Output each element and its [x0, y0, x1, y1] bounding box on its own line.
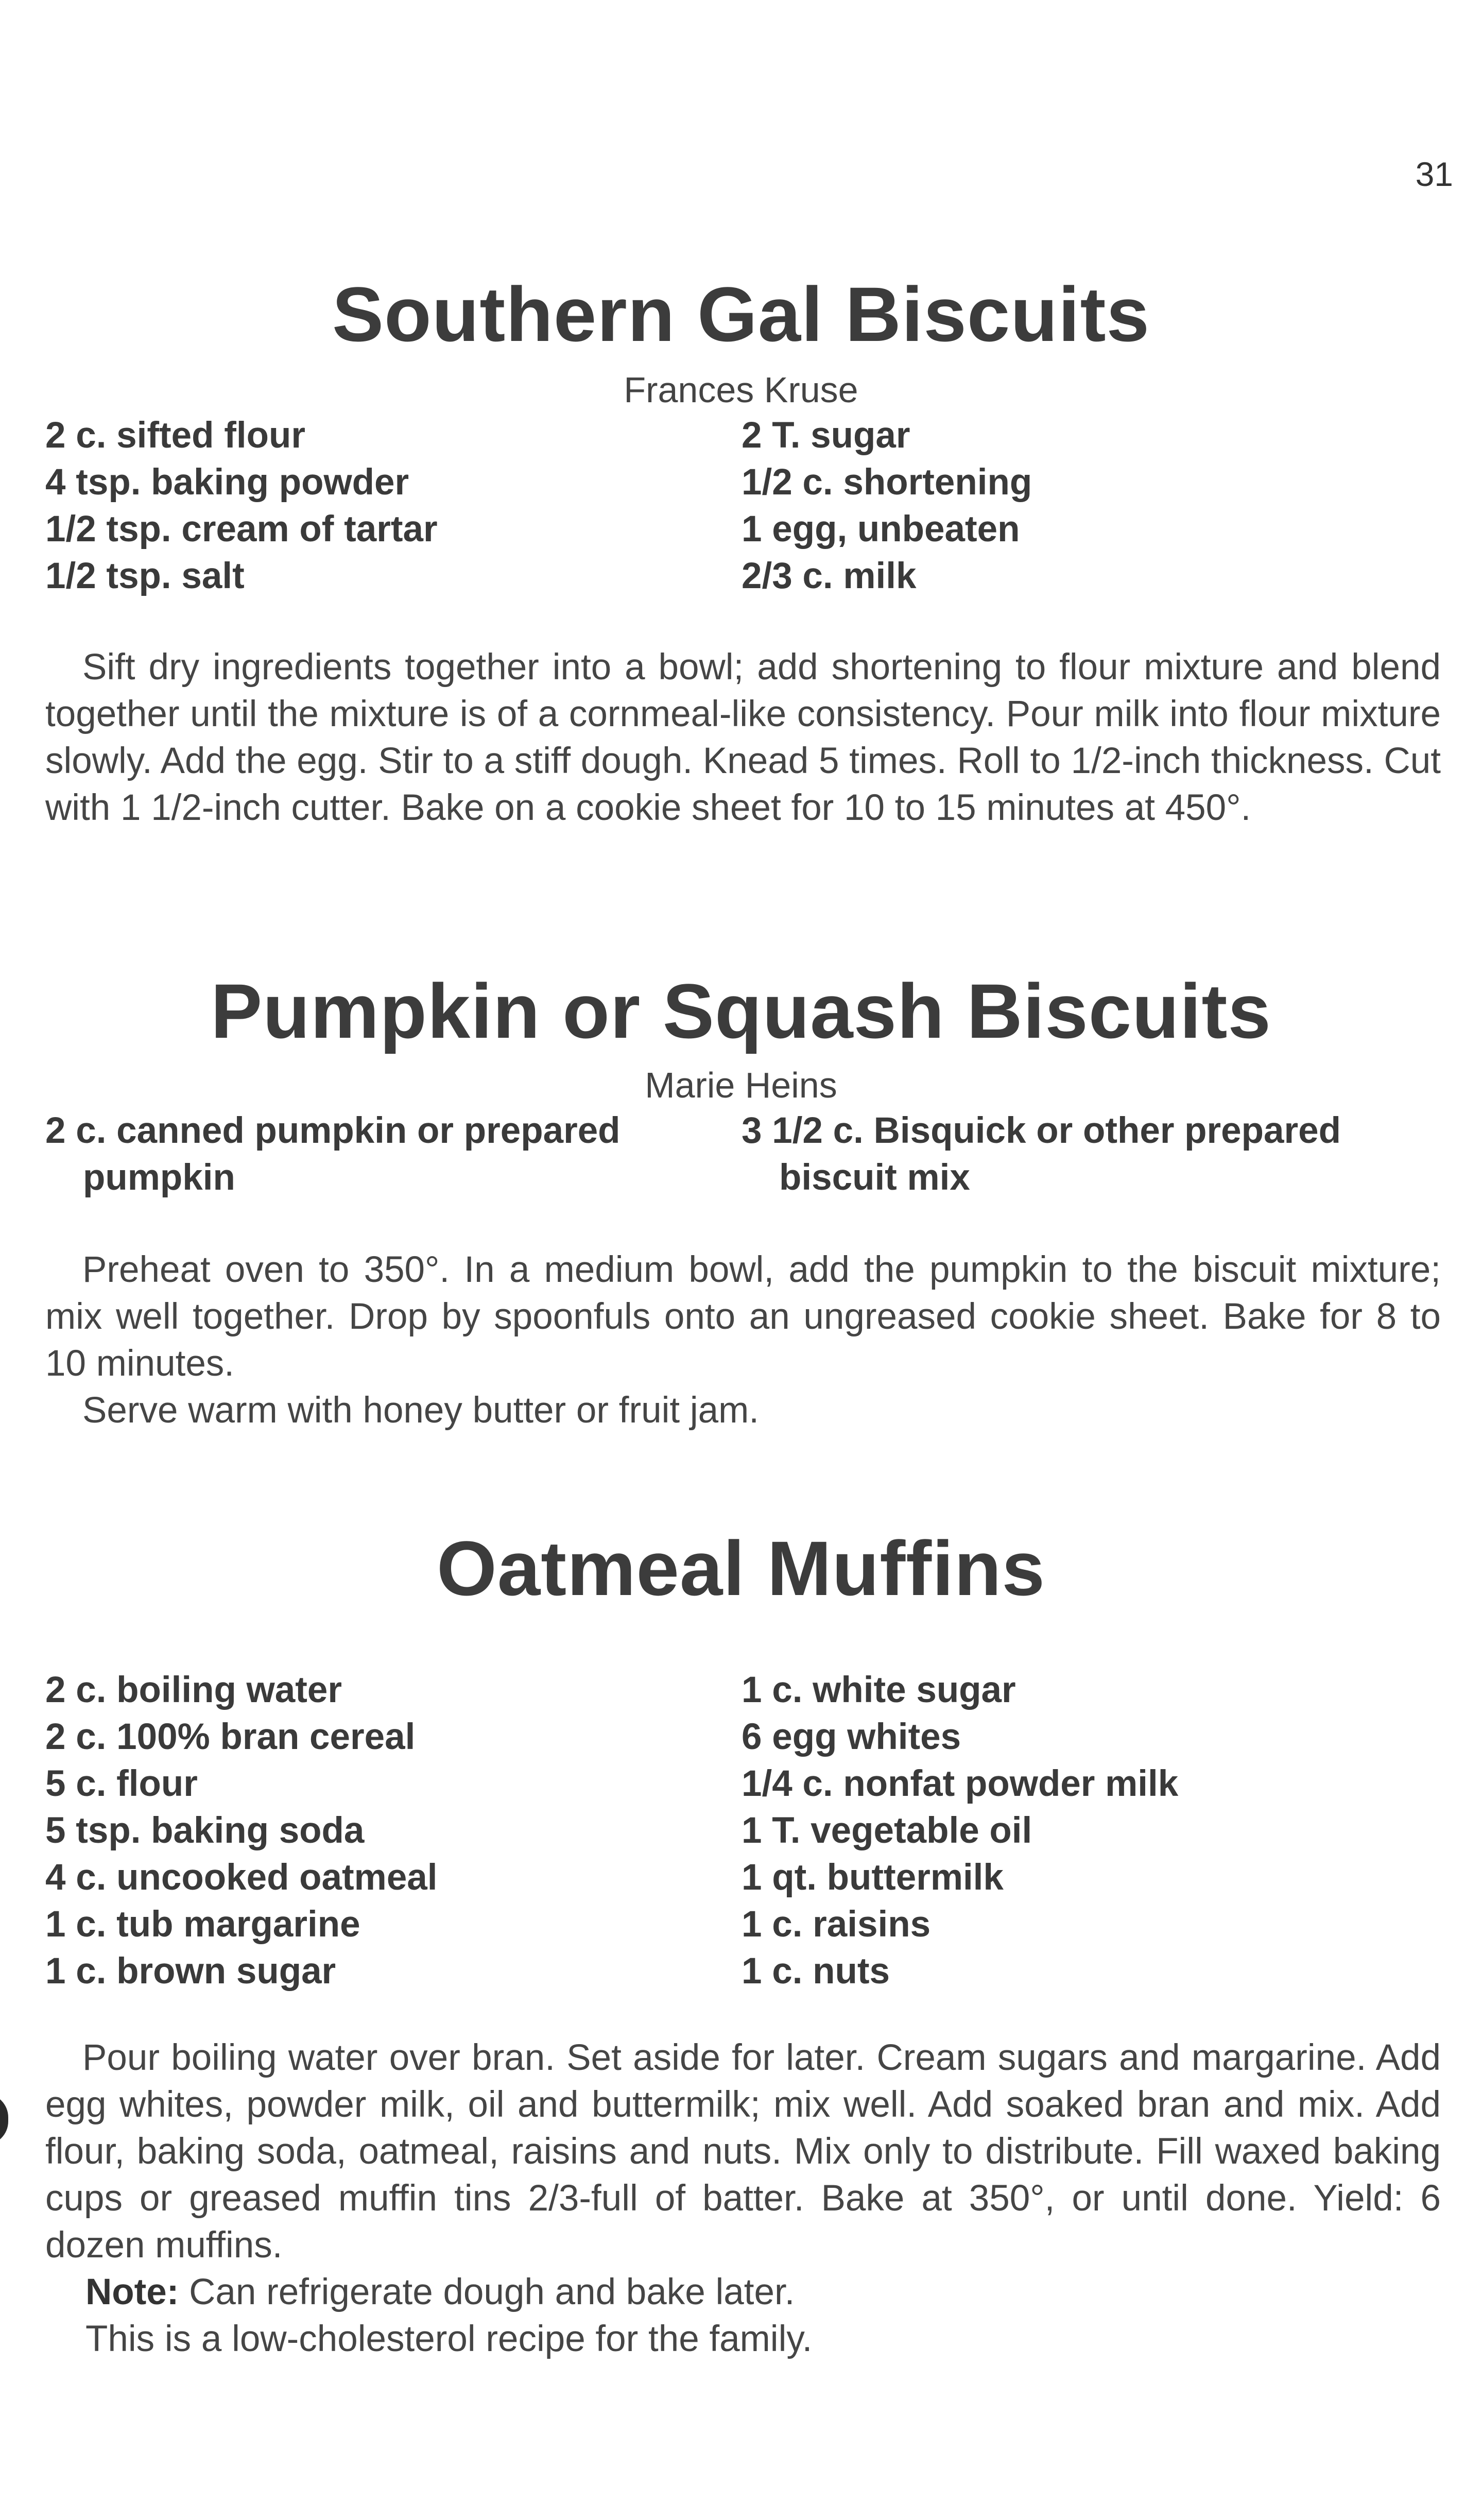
ingredient: 4 tsp. baking powder: [45, 462, 409, 503]
recipe-title: Oatmeal Muffins: [437, 1525, 1045, 1612]
ingredient: 2 c. 100% bran cereal: [45, 1717, 416, 1757]
ingredient: 1 c. brown sugar: [45, 1951, 336, 1992]
ingredient: 5 tsp. baking soda: [45, 1810, 365, 1851]
ingredient: 1 c. nuts: [742, 1951, 890, 1992]
ingredient: 2/3 c. milk: [742, 556, 917, 596]
recipe-directions: [45, 2034, 1441, 2362]
ingredient: 5 c. flour: [45, 1763, 198, 1804]
directions-paragraph: Pour boiling water over bran. Set aside for later. Cream sugars and margarine. Add egg whites, powder milk, oil and buttermilk; mix well. Add soaked bran and mix. Add flour, baking soda, oatmeal, raisins and nuts. Mix only to distribute. Fill waxed baking cups or greased muffin tins 2/3-full of batter. Bake at 350°, or until done. Yield: 6 dozen muffins.: [45, 2037, 1441, 2266]
directions-paragraph: Sift dry ingredients together into a bowl; add shortening to flour mixture and blend together until the mixture is of a cornmeal-like consistency. Pour milk into flour mixture slowly. Add the egg. Stir to a stiff dough. Knead 5 times. Roll to 1/2-inch thickness. Cut with 1 1/2-inch cutter. Bake on a cookie sheet for 10 to 15 minutes at 450°.: [45, 647, 1441, 828]
ingredients-right: [742, 1667, 1442, 1995]
ingredient: 1 c. raisins: [742, 1904, 931, 1945]
ingredient: 6 egg whites: [742, 1717, 961, 1757]
page-number: 31: [1415, 155, 1453, 193]
ingredient: 1/4 c. nonfat powder milk: [742, 1763, 1179, 1804]
ingredient: 1 c. tub margarine: [45, 1904, 360, 1945]
ingredients-left: [45, 1107, 699, 1201]
ingredient: 1/2 tsp. salt: [45, 556, 245, 596]
ingredients-left: [45, 1667, 699, 1995]
ingredient: 1 c. white sugar: [742, 1670, 1016, 1710]
note-text: Can refrigerate dough and bake later.: [179, 2272, 795, 2312]
ingredient: 1/2 c. shortening: [742, 462, 1032, 503]
directions-paragraph: Preheat oven to 350°. In a medium bowl, add the pumpkin to the biscuit mixture; mix well together. Drop by spoonfuls onto an ungreased cookie sheet. Bake for 8 to 10 minutes.: [45, 1249, 1441, 1384]
recipe-directions: [45, 1246, 1441, 1434]
ingredients-right: [742, 412, 1442, 599]
ingredient: 1 T. vegetable oil: [742, 1810, 1032, 1851]
recipe-extra-note: This is a low-cholesterol recipe for the family.: [85, 2319, 813, 2359]
ingredient: 1/2 tsp. cream of tartar: [45, 509, 438, 550]
ingredient: 2 c. boiling water: [45, 1670, 342, 1710]
binding-edge-mark: [0, 2094, 8, 2145]
recipe-title: Pumpkin or Squash Biscuits: [211, 968, 1271, 1054]
ingredient: 3 1/2 c. Bisquick or other prepared biscuit mix: [742, 1110, 1341, 1198]
recipe-title: Southern Gal Biscuits: [332, 271, 1150, 357]
ingredients-right: [742, 1107, 1442, 1201]
ingredient: 2 c. canned pumpkin or prepared pumpkin: [45, 1110, 621, 1198]
directions-paragraph: Serve warm with honey butter or fruit jam.: [82, 1390, 759, 1431]
recipe-author: Marie Heins: [645, 1065, 837, 1105]
note-label: Note:: [85, 2272, 179, 2312]
recipe-directions: [45, 644, 1441, 831]
recipe-author: Frances Kruse: [624, 370, 858, 410]
ingredients-left: [45, 412, 699, 599]
ingredient: 2 T. sugar: [742, 415, 910, 456]
ingredient: 1 qt. buttermilk: [742, 1857, 1004, 1898]
ingredient: 4 c. uncooked oatmeal: [45, 1857, 438, 1898]
recipe-note: [45, 2269, 1441, 2316]
ingredient: 1 egg, unbeaten: [742, 509, 1020, 550]
ingredient: 2 c. sifted flour: [45, 415, 305, 456]
